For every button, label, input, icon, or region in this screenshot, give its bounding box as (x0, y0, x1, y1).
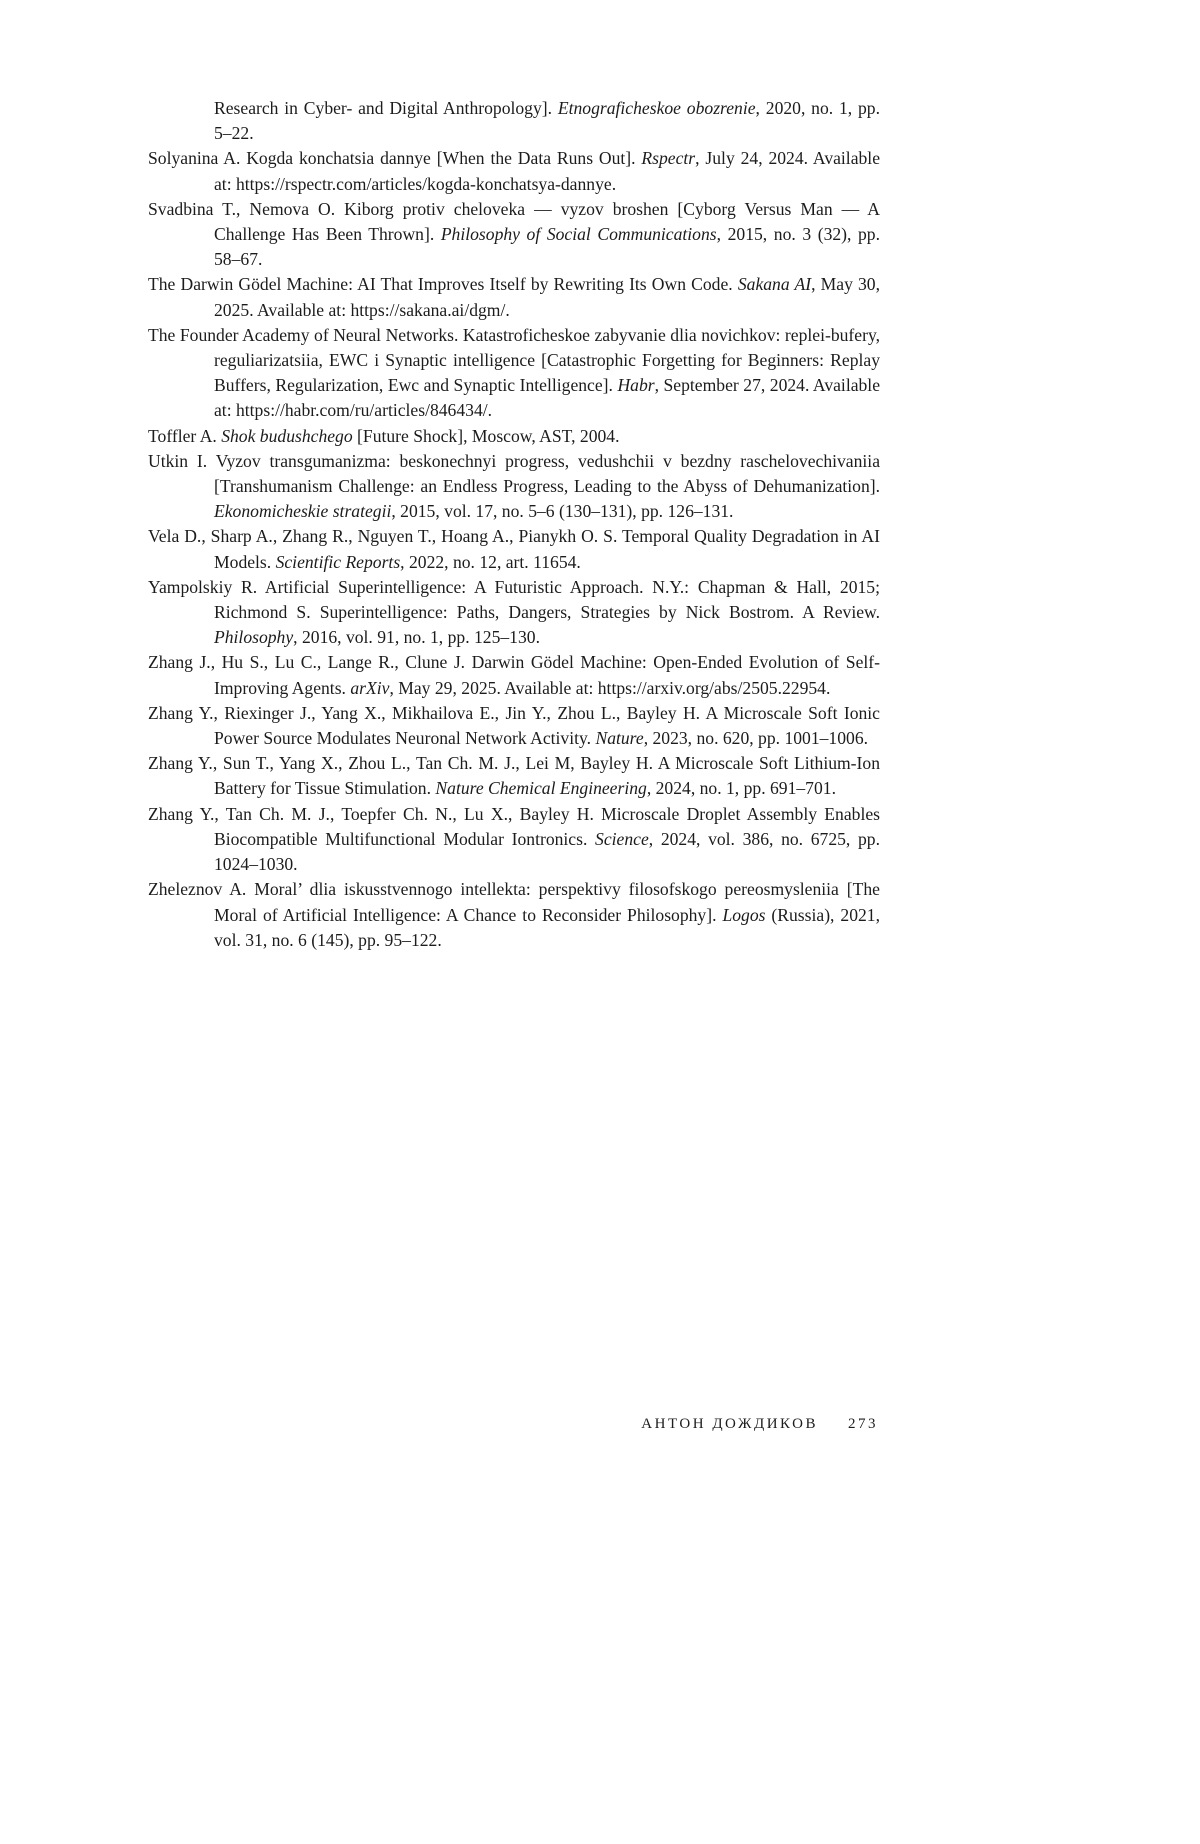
reference-entry (148, 751, 880, 801)
reference-text: , May 30, 2025. Available at: https://sakana.ai/dgm/. (214, 274, 881, 320)
reference-text: Zhang Y., Sun T., Yang X., Zhou L., Tan Ch. M. J., Lei M, Bayley H. A Microscale Soft Lithium-Ion Battery for Tissue Stimulation. (148, 753, 880, 799)
reference-text: , 2016, vol. 91, no. 1, pp. 125–130. (293, 627, 540, 648)
reference-source-title: arXiv (350, 677, 390, 698)
reference-text: , 2022, no. 12, art. 11654. (400, 551, 581, 572)
reference-source-title: Philosophy (214, 627, 294, 648)
reference-source-title: Rspectr (641, 148, 696, 169)
reference-text: , 2015, no. 3 (32), pp. 58–67. (214, 224, 880, 270)
reference-entry (148, 575, 880, 651)
reference-text: , 2024, no. 1, pp. 691–701. (646, 778, 836, 799)
reference-entry (148, 424, 880, 449)
reference-text: Solyanina A. Kogda konchatsia dannye [When the Data Runs Out]. (148, 148, 642, 169)
reference-source-title: Nature (595, 728, 644, 749)
reference-text: , 2023, no. 620, pp. 1001–1006. (643, 728, 869, 749)
page-footer (641, 1416, 878, 1433)
reference-source-title: Logos (722, 904, 766, 925)
reference-entry (148, 650, 880, 700)
reference-text: Zheleznov A. Moral’ dlia iskusstvennogo intellekta: perspektivy filosofskogo pereosmysleniia [The Moral of Artificial Intelligence: A Chance to Reconsider Philosophy]. (148, 879, 880, 925)
reference-source-title: Sakana AI (737, 274, 812, 295)
reference-source-title: Shok budushchego (221, 425, 353, 446)
reference-text: Zhang Y., Tan Ch. M. J., Toepfer Ch. N., Lu X., Bayley H. Microscale Droplet Assembly Enables Biocompatible Multifunctional Modular Iontronics. (148, 803, 880, 849)
reference-text: Zhang Y., Riexinger J., Yang X., Mikhailova E., Jin Y., Zhou L., Bayley H. A Microscale Soft Ionic Power Source Modulates Neuronal Network Activity. (148, 702, 880, 749)
reference-entry (148, 802, 880, 878)
reference-source-title: Science (595, 828, 649, 849)
reference-entry (148, 524, 880, 574)
reference-text: Yampolskiy R. Artificial Superintelligence: A Futuristic Approach. N.Y.: Chapman & Hall, 2015; Richmond S. Superintelligence: Paths, Dangers, Strategies by Nick Bostrom. A Review. (148, 576, 880, 623)
reference-entry (148, 96, 880, 146)
reference-entry (148, 701, 880, 751)
reference-entry (148, 197, 880, 273)
reference-entry (148, 272, 880, 322)
reference-source-title: Habr (617, 375, 655, 396)
reference-text: , 2015, vol. 17, no. 5–6 (130–131), pp. 126–131. (391, 501, 734, 522)
footer-author: АНТОН ДОЖДИКОВ (641, 1416, 818, 1432)
reference-text: , May 29, 2025. Available at: https://arxiv.org/abs/2505.22954. (389, 677, 831, 698)
reference-text: , September 27, 2024. Available at: https://habr.com/ru/articles/846434/. (214, 375, 881, 421)
reference-text: (Russia), 2021, vol. 31, no. 6 (145), pp. 95–122. (214, 904, 880, 950)
reference-source-title: Etnograficheskoe obozrenie (557, 98, 756, 118)
reference-source-title: Ekonomicheskie strategii (214, 501, 392, 522)
reference-text: Svadbina T., Nemova O. Kiborg protiv cheloveka — vyzov broshen [Cyborg Versus Man — A Challenge Has Been Thrown]. (148, 198, 880, 245)
reference-text: [Future Shock], Moscow, AST, 2004. (352, 425, 620, 446)
reference-text: Zhang J., Hu S., Lu C., Lange R., Clune J. Darwin Gödel Machine: Open-Ended Evolution of Self-Improving Agents. (148, 652, 880, 698)
reference-entry (148, 146, 880, 196)
reference-source-title: Nature Chemical Engineering (435, 778, 647, 799)
reference-text: , July 24, 2024. Available at: https://rspectr.com/articles/kogda-konchatsya-dannye. (214, 148, 880, 194)
reference-text: Utkin I. Vyzov transgumanizma: beskonechnyi progress, vedushchii v bezdny raschelovechivaniia [Transhumanism Challenge: an Endless Progress, Leading to the Abyss of Dehumanization]. (148, 450, 880, 497)
reference-text: Research in Cyber- and Digital Anthropology]. (214, 98, 558, 118)
reference-text: Toffler A. (148, 425, 222, 446)
reference-source-title: Philosophy of Social Communications (440, 224, 717, 245)
references-list (148, 96, 880, 953)
reference-text: The Darwin Gödel Machine: AI That Improves Itself by Rewriting Its Own Code. (148, 274, 738, 295)
reference-entry (148, 449, 880, 525)
reference-text: Vela D., Sharp A., Zhang R., Nguyen T., Hoang A., Pianykh O. S. Temporal Quality Degradation in AI Models. (148, 526, 880, 572)
reference-source-title: Scientific Reports (275, 551, 401, 572)
footer-page-number: 273 (848, 1416, 878, 1432)
reference-entry (148, 323, 880, 424)
reference-text: , 2024, vol. 386, no. 6725, pp. 1024–1030. (214, 828, 880, 875)
reference-text: The Founder Academy of Neural Networks. Katastroficheskoe zabyvanie dlia novichkov: replei-bufery, reguliarizatsiia, EWC i Synaptic intelligence [Catastrophic Forgetting for Beginners: Replay Buffers, Regularization, Ewc and Synaptic Intelligence]. (148, 324, 880, 396)
reference-entry (148, 877, 880, 953)
reference-text: , 2020, no. 1, pp. 5–22. (214, 98, 880, 144)
